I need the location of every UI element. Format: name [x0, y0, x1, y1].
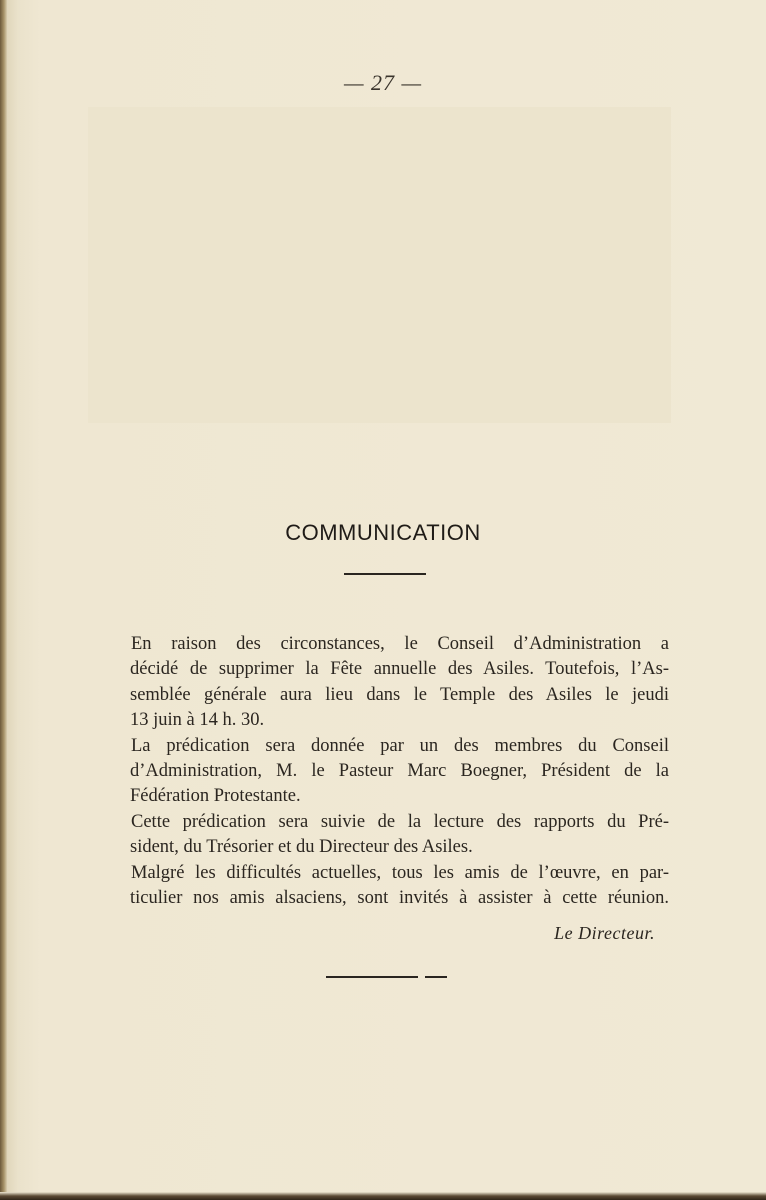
- body-line: La prédication sera donnée par un des membres du Conseil: [131, 735, 669, 756]
- page-number: — 27 —: [343, 70, 423, 95]
- body-line: ticulier nos amis alsaciens, sont invités à assister à cette réunion.: [130, 888, 669, 909]
- signature: Le Directeur.: [554, 923, 655, 943]
- body-line: Cette prédication sera suivie de la lecture des rapports du Pré-: [131, 811, 669, 832]
- image-plate-area: [88, 107, 671, 423]
- section-heading: COMMUNICATION: [285, 520, 481, 545]
- closing-rule: [326, 976, 418, 978]
- page-binding-edge: [0, 0, 7, 1200]
- closing-rule-short: [425, 976, 447, 978]
- body-line: 13 juin à 14 h. 30.: [130, 710, 265, 731]
- heading-divider: [344, 573, 426, 575]
- body-line: Malgré les difficultés actuelles, tous les amis de l’œuvre, en par-: [131, 862, 669, 883]
- page-bottom-edge: [0, 1192, 766, 1200]
- body-line: semblée générale aura lieu dans le Temple des Asiles le jeudi: [130, 684, 669, 705]
- body-line: En raison des circonstances, le Conseil d’Administration a: [131, 634, 669, 654]
- body-line: Fédération Protestante.: [130, 786, 301, 807]
- body-line: sident, du Trésorier et du Directeur des Asiles.: [130, 837, 473, 858]
- communication-body: [131, 632, 669, 911]
- body-line: d’Administration, M. le Pasteur Marc Boegner, Président de la: [130, 761, 669, 782]
- body-line: décidé de supprimer la Fête annuelle des Asiles. Toutefois, l’As-: [130, 659, 669, 680]
